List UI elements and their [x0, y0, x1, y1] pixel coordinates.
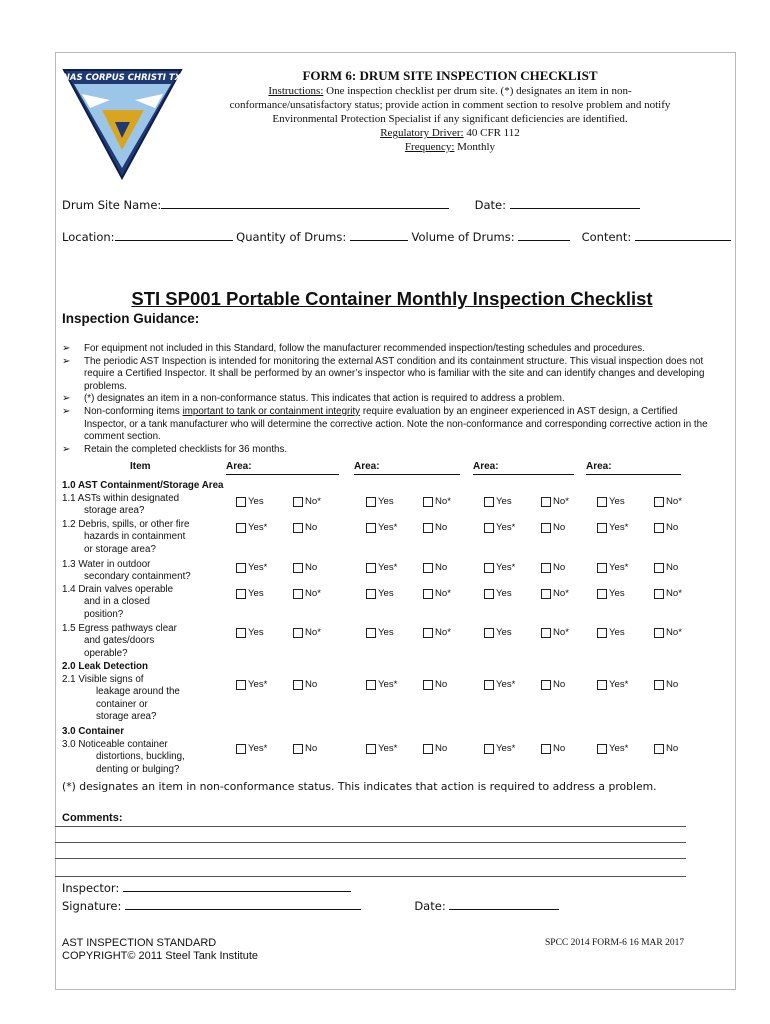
- checkbox-yes-row6-area4[interactable]: [597, 679, 628, 690]
- area-1-line: [226, 474, 339, 475]
- date-field[interactable]: [510, 196, 640, 209]
- checkbox-yes-row4-area2[interactable]: [366, 588, 394, 599]
- checkbox-label: No*: [666, 588, 682, 599]
- checkbox-box[interactable]: [484, 744, 494, 754]
- checkbox-no-row4-area1[interactable]: [293, 588, 321, 599]
- checkbox-box[interactable]: [541, 680, 551, 690]
- comment-line[interactable]: [55, 842, 686, 843]
- checkbox-no-row5-area3[interactable]: [541, 627, 569, 638]
- checkbox-yes-row2-area3[interactable]: [484, 522, 515, 533]
- checkbox-yes-row6-area3[interactable]: [484, 679, 515, 690]
- regulatory-value: 40 CFR 112: [463, 127, 520, 139]
- instructions-text-2: conformance/unsatisfactory status; provide action in comment section to resolve problem and notify: [229, 99, 671, 111]
- table-row-1-2: [62, 519, 189, 556]
- checkbox-yes-row4-area3[interactable]: [484, 588, 512, 599]
- inspector-field[interactable]: [123, 879, 351, 892]
- checkbox-no-row7-area4[interactable]: [654, 743, 678, 754]
- checkbox-box[interactable]: [541, 497, 551, 507]
- row-text: or storage area?: [84, 543, 156, 555]
- checkbox-no-row6-area1[interactable]: [293, 679, 317, 690]
- checkbox-label: No: [553, 743, 566, 754]
- checkbox-box[interactable]: [654, 680, 664, 690]
- row-text: denting or bulging?: [96, 763, 180, 775]
- regulatory-driver: [200, 126, 700, 140]
- checkbox-box[interactable]: [423, 680, 433, 690]
- guidance-text: For equipment not included in this Standard, follow the manufacturer recommended inspection/testing schedules and procedures.: [84, 343, 645, 354]
- checkbox-box[interactable]: [236, 744, 246, 754]
- checkbox-box[interactable]: [366, 628, 376, 638]
- form-id: SPCC 2014 FORM-6 16 MAR 2017: [545, 938, 685, 948]
- arrow-bullet-icon: ➢: [62, 343, 71, 354]
- checkbox-label: Yes*: [496, 522, 516, 533]
- instructions-label: Instructions:: [268, 85, 324, 97]
- checkbox-no-row1-area4[interactable]: [654, 496, 682, 507]
- checkbox-box[interactable]: [236, 563, 246, 573]
- checkbox-label: Yes*: [609, 743, 629, 754]
- checkbox-label: Yes*: [378, 679, 398, 690]
- checkbox-box[interactable]: [366, 744, 376, 754]
- checkbox-label: Yes: [496, 588, 512, 599]
- checkbox-label: Yes: [609, 627, 625, 638]
- checkbox-yes-row1-area4[interactable]: [597, 496, 625, 507]
- nonconformance-note: (*) designates an item in non-conformance status. This indicates that action is required to address a problem.: [62, 780, 657, 793]
- checkbox-no-row5-area2[interactable]: [423, 627, 451, 638]
- date-label: Date:: [474, 198, 506, 212]
- signature-row: [62, 897, 559, 913]
- checkbox-box[interactable]: [293, 563, 303, 573]
- checkbox-no-row4-area3[interactable]: [541, 588, 569, 599]
- sti-title: STI SP001 Portable Container Monthly Inspection Checklist: [131, 288, 653, 309]
- checkbox-yes-row2-area2[interactable]: [366, 522, 397, 533]
- checkbox-label: Yes*: [248, 743, 268, 754]
- comment-line[interactable]: [55, 826, 686, 827]
- frequency-value: Monthly: [454, 141, 496, 153]
- checkbox-box[interactable]: [541, 563, 551, 573]
- checkbox-no-row5-area1[interactable]: [293, 627, 321, 638]
- location-label: Location:: [62, 230, 115, 244]
- guidance-item: [62, 356, 712, 394]
- area-2-line: [354, 474, 460, 475]
- checkbox-no-row7-area1[interactable]: [293, 743, 317, 754]
- checkbox-label: No: [305, 562, 318, 573]
- checkbox-label: No*: [435, 627, 451, 638]
- quantity-label: Quantity of Drums:: [236, 230, 347, 244]
- row-text: secondary containment?: [84, 571, 191, 583]
- checkbox-yes-row7-area2[interactable]: [366, 743, 397, 754]
- checkbox-label: No: [435, 562, 448, 573]
- checkbox-no-row5-area4[interactable]: [654, 627, 682, 638]
- form-title: FORM 6: DRUM SITE INSPECTION CHECKLIST: [302, 68, 598, 83]
- checkbox-box[interactable]: [597, 589, 607, 599]
- row-text: 3.0 Noticeable container: [62, 739, 168, 750]
- checkbox-box[interactable]: [293, 497, 303, 507]
- row-text: operable?: [84, 647, 128, 659]
- row-text: leakage around the: [96, 686, 180, 698]
- checkbox-box[interactable]: [654, 628, 664, 638]
- area-3-line: [473, 474, 574, 475]
- checkbox-yes-row7-area4[interactable]: [597, 743, 628, 754]
- checkbox-yes-row5-area1[interactable]: [236, 627, 264, 638]
- checkbox-label: No: [435, 522, 448, 533]
- checkbox-label: Yes*: [609, 679, 629, 690]
- checkbox-yes-row7-area3[interactable]: [484, 743, 515, 754]
- checkbox-label: No: [553, 679, 566, 690]
- guidance-list: [62, 343, 712, 456]
- checkbox-label: Yes: [609, 496, 625, 507]
- checkbox-no-row2-area1[interactable]: [293, 522, 317, 533]
- checkbox-label: No*: [305, 496, 321, 507]
- checkbox-yes-row3-area1[interactable]: [236, 562, 267, 573]
- checkbox-yes-row3-area4[interactable]: [597, 562, 628, 573]
- checkbox-box[interactable]: [423, 628, 433, 638]
- checkbox-yes-row6-area2[interactable]: [366, 679, 397, 690]
- checkbox-label: No: [666, 522, 679, 533]
- row-text: 1.1 ASTs within designated: [62, 493, 180, 504]
- checkbox-box[interactable]: [423, 589, 433, 599]
- checkbox-label: Yes: [248, 588, 264, 599]
- checkbox-box[interactable]: [293, 744, 303, 754]
- location-field[interactable]: [115, 228, 233, 241]
- checkbox-box[interactable]: [236, 628, 246, 638]
- checkbox-label: No: [305, 522, 318, 533]
- checkbox-label: No*: [553, 588, 569, 599]
- checkbox-box[interactable]: [654, 563, 664, 573]
- checkbox-label: No: [666, 562, 679, 573]
- checkbox-box[interactable]: [654, 523, 664, 533]
- section-1-heading: 1.0 AST Containment/Storage Area: [62, 480, 224, 491]
- checkbox-label: Yes*: [248, 679, 268, 690]
- checkbox-box[interactable]: [366, 589, 376, 599]
- checkbox-label: No*: [666, 496, 682, 507]
- checkbox-box[interactable]: [366, 523, 376, 533]
- content-field[interactable]: [635, 228, 731, 241]
- row-text: 1.5 Egress pathways clear: [62, 623, 177, 634]
- checkbox-label: Yes*: [496, 679, 516, 690]
- signature-label: Signature:: [62, 899, 122, 913]
- checkbox-label: Yes*: [248, 562, 268, 573]
- checkbox-box[interactable]: [597, 563, 607, 573]
- checkbox-box[interactable]: [541, 628, 551, 638]
- table-row-2-1: [62, 674, 180, 724]
- instructions-text-1: One inspection checklist per drum site. (*) designates an item in non-: [323, 85, 632, 97]
- checkbox-yes-row2-area1[interactable]: [236, 522, 267, 533]
- checkbox-box[interactable]: [597, 628, 607, 638]
- checkbox-yes-row5-area3[interactable]: [484, 627, 512, 638]
- guidance-text: require evaluation by an engineer experienced in AST design, a Certified Inspector, or a tank manufacturer who will determine the corrective action. Note the non-conformance and corresponding corrective action in the comment section.: [84, 405, 708, 443]
- area-1-header: Area:: [226, 461, 252, 472]
- row-text: 1.2 Debris, spills, or other fire: [62, 519, 190, 530]
- quantity-field[interactable]: [350, 228, 408, 241]
- checkbox-label: No: [666, 743, 679, 754]
- table-row-1-3: [62, 559, 191, 584]
- checkbox-yes-row3-area3[interactable]: [484, 562, 515, 573]
- guidance-text: (*) designates an item in a non-conformance status. This indicates that action is required to address a problem.: [84, 393, 565, 405]
- checkbox-label: No: [435, 679, 448, 690]
- row-text: container or: [96, 698, 148, 710]
- checkbox-box[interactable]: [484, 589, 494, 599]
- checkbox-no-row3-area1[interactable]: [293, 562, 317, 573]
- inspector-label: Inspector:: [62, 881, 120, 895]
- arrow-bullet-icon: ➢: [62, 355, 71, 367]
- checkbox-label: Yes*: [378, 562, 398, 573]
- checkbox-label: No: [553, 562, 566, 573]
- checkbox-box[interactable]: [236, 497, 246, 507]
- checkbox-no-row2-area2[interactable]: [423, 522, 447, 533]
- checkbox-box[interactable]: [293, 523, 303, 533]
- guidance-item: [62, 444, 712, 457]
- checkbox-yes-row5-area4[interactable]: [597, 627, 625, 638]
- form-header: [200, 68, 700, 154]
- checkbox-box[interactable]: [484, 523, 494, 533]
- table-row-1-1: [62, 493, 179, 518]
- checkbox-box[interactable]: [484, 680, 494, 690]
- row-text: and gates/doors: [84, 635, 155, 647]
- checkbox-label: No: [666, 679, 679, 690]
- row-text: and in a closed: [84, 596, 150, 608]
- checkbox-label: Yes: [609, 588, 625, 599]
- checkbox-label: No*: [435, 588, 451, 599]
- guidance-text: The periodic AST Inspection is intended for monitoring the external AST condition and its containment structure. This visual inspection does not require a Certified Inspector. It shall be performed by an owner’s inspector who is familiar with the site and can identify changes and developing problems.: [84, 355, 705, 392]
- checkbox-no-row4-area4[interactable]: [654, 588, 682, 599]
- checkbox-box[interactable]: [236, 680, 246, 690]
- checkbox-label: Yes*: [496, 743, 516, 754]
- row-text: 1.4 Drain valves operable: [62, 584, 174, 595]
- volume-label: Volume of Drums:: [411, 230, 515, 244]
- checkbox-no-row6-area4[interactable]: [654, 679, 678, 690]
- instructions: [200, 84, 700, 98]
- table-row-3-0: [62, 739, 185, 776]
- svg-text:NAS CORPUS CHRISTI TX: NAS CORPUS CHRISTI TX: [62, 73, 182, 83]
- checkbox-label: No*: [553, 627, 569, 638]
- row-text: distortions, buckling,: [96, 751, 185, 763]
- checkbox-box[interactable]: [541, 523, 551, 533]
- area-4-header: Area:: [586, 461, 612, 472]
- checkbox-box[interactable]: [293, 628, 303, 638]
- checkbox-label: No: [305, 679, 318, 690]
- area-4-line: [586, 474, 681, 475]
- area-3-header: Area:: [473, 461, 499, 472]
- checkbox-label: No*: [305, 588, 321, 599]
- checkbox-box[interactable]: [236, 589, 246, 599]
- guidance-title: Inspection Guidance:: [62, 311, 200, 326]
- checkbox-box[interactable]: [484, 497, 494, 507]
- comment-line[interactable]: [55, 858, 686, 859]
- checkbox-no-row4-area2[interactable]: [423, 588, 451, 599]
- row-text: 1.3 Water in outdoor: [62, 559, 151, 570]
- checkbox-box[interactable]: [597, 523, 607, 533]
- checkbox-label: Yes: [248, 496, 264, 507]
- checkbox-label: Yes: [248, 627, 264, 638]
- checkbox-label: No*: [435, 496, 451, 507]
- arrow-bullet-icon: ➢: [62, 405, 71, 417]
- checkbox-box[interactable]: [541, 589, 551, 599]
- drum-site-name-label: Drum Site Name:: [62, 198, 162, 212]
- row-text: storage area?: [84, 505, 145, 517]
- checkbox-no-row2-area3[interactable]: [541, 522, 565, 533]
- checkbox-box[interactable]: [423, 563, 433, 573]
- comment-line[interactable]: [55, 876, 686, 877]
- checkbox-no-row3-area2[interactable]: [423, 562, 447, 573]
- checkbox-box[interactable]: [484, 563, 494, 573]
- checkbox-yes-row4-area1[interactable]: [236, 588, 264, 599]
- checkbox-yes-row6-area1[interactable]: [236, 679, 267, 690]
- checkbox-label: Yes: [378, 627, 394, 638]
- instructions-text-3: Environmental Protection Specialist if any significant deficiencies are identified.: [272, 113, 628, 125]
- volume-field[interactable]: [518, 228, 570, 241]
- checkbox-no-row6-area3[interactable]: [541, 679, 565, 690]
- checkbox-no-row1-area3[interactable]: [541, 496, 569, 507]
- item-column-header: Item: [130, 461, 151, 472]
- section-2-heading: 2.0 Leak Detection: [62, 661, 149, 672]
- checkbox-no-row1-area1[interactable]: [293, 496, 321, 507]
- signature-date-field[interactable]: [449, 897, 559, 910]
- checkbox-label: No: [435, 743, 448, 754]
- checkbox-box[interactable]: [366, 680, 376, 690]
- checkbox-box[interactable]: [597, 744, 607, 754]
- checkbox-label: No: [553, 522, 566, 533]
- guidance-item: [62, 343, 712, 356]
- checkbox-yes-row2-area4[interactable]: [597, 522, 628, 533]
- guidance-text: Retain the completed checklists for 36 months.: [84, 443, 288, 455]
- checkbox-label: No: [305, 743, 318, 754]
- checkbox-box[interactable]: [597, 497, 607, 507]
- section-3-heading: 3.0 Container: [62, 726, 125, 737]
- checkbox-no-row7-area3[interactable]: [541, 743, 565, 754]
- checkbox-label: Yes: [378, 588, 394, 599]
- checkbox-label: No*: [553, 496, 569, 507]
- checkbox-no-row3-area4[interactable]: [654, 562, 678, 573]
- checkbox-no-row7-area2[interactable]: [423, 743, 447, 754]
- comments-label: Comments:: [62, 812, 123, 824]
- row-text: storage area?: [96, 711, 157, 723]
- checkbox-no-row6-area2[interactable]: [423, 679, 447, 690]
- checkbox-box[interactable]: [366, 563, 376, 573]
- guidance-item: [62, 393, 712, 406]
- drum-site-name-field[interactable]: [161, 196, 449, 209]
- checkbox-label: Yes: [378, 496, 394, 507]
- frequency: [200, 140, 700, 154]
- table-row-1-4: [62, 584, 173, 621]
- signature-field[interactable]: [125, 897, 361, 910]
- checkbox-box[interactable]: [236, 523, 246, 533]
- checkbox-box[interactable]: [654, 744, 664, 754]
- checkbox-yes-row5-area2[interactable]: [366, 627, 394, 638]
- nas-corpus-christi-logo: [60, 64, 185, 182]
- guidance-underlined-text: important to tank or containment integrity: [182, 405, 361, 417]
- checkbox-label: Yes*: [378, 743, 398, 754]
- checkbox-label: No*: [666, 627, 682, 638]
- checkbox-label: Yes*: [248, 522, 268, 533]
- row-text: hazards in containment: [84, 531, 186, 543]
- checkbox-label: Yes*: [496, 562, 516, 573]
- arrow-bullet-icon: ➢: [62, 443, 71, 455]
- checkbox-yes-row4-area4[interactable]: [597, 588, 625, 599]
- checkbox-box[interactable]: [366, 497, 376, 507]
- checkbox-yes-row1-area1[interactable]: [236, 496, 264, 507]
- standard-name: AST INSPECTION STANDARD: [62, 937, 217, 949]
- row-text: 2.1 Visible signs of: [62, 674, 144, 685]
- footer-left: [62, 937, 258, 963]
- checkbox-label: Yes: [496, 496, 512, 507]
- inspector-row: [62, 879, 351, 895]
- checkbox-box[interactable]: [423, 497, 433, 507]
- checkbox-no-row1-area2[interactable]: [423, 496, 451, 507]
- checkbox-box[interactable]: [484, 628, 494, 638]
- row-text: position?: [84, 608, 124, 620]
- checkbox-box[interactable]: [293, 680, 303, 690]
- table-row-1-5: [62, 623, 177, 660]
- checkbox-yes-row7-area1[interactable]: [236, 743, 267, 754]
- checkbox-box[interactable]: [654, 589, 664, 599]
- frequency-label: Frequency:: [404, 141, 455, 153]
- guidance-text: Non-conforming items: [84, 405, 183, 417]
- location-row: [62, 228, 731, 244]
- checkbox-box[interactable]: [293, 589, 303, 599]
- checkbox-box[interactable]: [423, 744, 433, 754]
- checkbox-label: Yes*: [609, 562, 629, 573]
- checkbox-label: Yes*: [609, 522, 629, 533]
- checkbox-label: Yes*: [378, 522, 398, 533]
- checkbox-yes-row3-area2[interactable]: [366, 562, 397, 573]
- area-2-header: Area:: [354, 461, 380, 472]
- checkbox-box[interactable]: [654, 497, 664, 507]
- checkbox-yes-row1-area3[interactable]: [484, 496, 512, 507]
- checkbox-no-row2-area4[interactable]: [654, 522, 678, 533]
- checkbox-no-row3-area3[interactable]: [541, 562, 565, 573]
- checkbox-box[interactable]: [541, 744, 551, 754]
- checkbox-box[interactable]: [597, 680, 607, 690]
- guidance-item: [62, 406, 712, 444]
- arrow-bullet-icon: ➢: [62, 393, 71, 405]
- regulatory-label: Regulatory Driver:: [380, 127, 464, 139]
- checkbox-label: Yes: [496, 627, 512, 638]
- content-label: Content:: [581, 230, 632, 244]
- checkbox-box[interactable]: [423, 523, 433, 533]
- copyright: COPYRIGHT© 2011 Steel Tank Institute: [62, 950, 259, 962]
- signature-date-label: Date:: [414, 899, 446, 913]
- checkbox-yes-row1-area2[interactable]: [366, 496, 394, 507]
- checkbox-label: No*: [305, 627, 321, 638]
- site-name-row: [62, 196, 640, 212]
